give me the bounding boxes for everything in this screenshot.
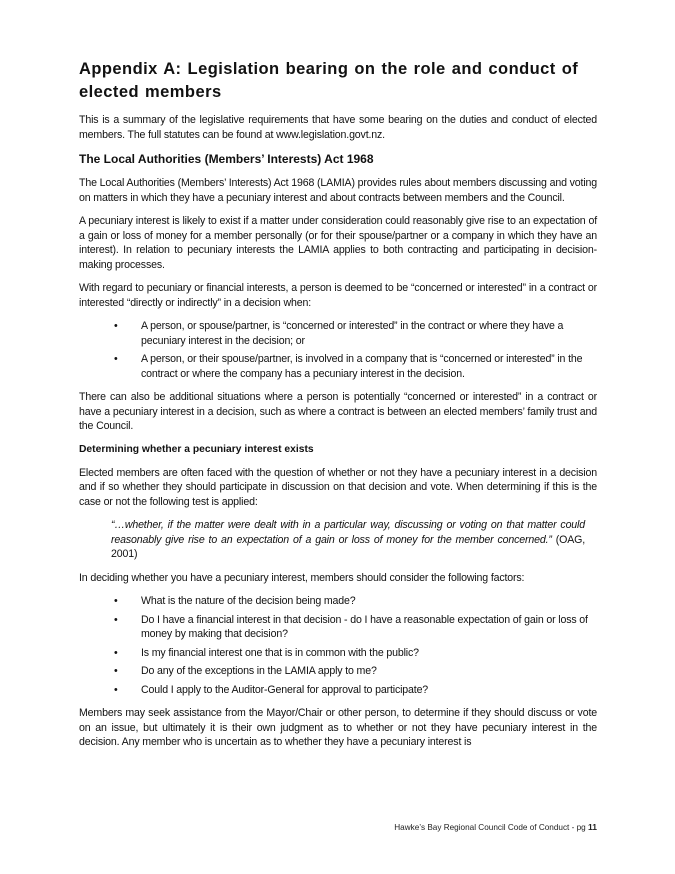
list-item-text: Could I apply to the Auditor-General for approval to participate? — [141, 683, 429, 696]
list-item — [114, 594, 597, 609]
pecuniary-paragraph-3: Members may seek assistance from the Mayor/Chair or other person, to determine if they should discuss or vote on an issue, but ultimately it is their own judgment as to whether or not they have pecuniary interest in the decision. Any member who is uncertain as to whether they have a pecuniary interest is — [79, 707, 597, 748]
list-item — [114, 683, 597, 698]
list-item-text: A person, or spouse/partner, is “concerned or interested” in the contract or where they have a pecuniary interest in the decision; or — [141, 320, 564, 347]
list-item — [114, 646, 597, 661]
lamia-paragraph-2: A pecuniary interest is likely to exist if a matter under consideration could reasonably give rise to an expectation of a gain or loss of money for a member personally (or for their spouse/partner or a company in which they have an interest). In relation to pecuniary interests the LAMIA applies to both contracting and participating in decision-making processes. — [79, 215, 597, 271]
list-item — [114, 664, 597, 679]
lamia-paragraph-4: There can also be additional situations where a person is potentially “concerned or interested” in a contract or have a pecuniary interest in a decision, such as where a contract is between an elected members’ family trust and the Council. — [79, 391, 597, 432]
section-heading-pecuniary: Determining whether a pecuniary interest exists — [79, 443, 314, 455]
factors-list — [79, 594, 597, 697]
list-item-text: Do any of the exceptions in the LAMIA apply to me? — [141, 665, 377, 677]
list-item-text: A person, or their spouse/partner, is involved in a company that is “concerned or interested” in the contract or where the company has a pecuniary interest in the decision. — [141, 353, 583, 380]
quote-text: “…whether, if the matter were dealt with in a particular way, discussing or voting on that matter could reasonably give rise to an expectation of a gain or loss of money for the member concerned.” — [111, 519, 585, 546]
footer-text: Hawke’s Bay Regional Council Code of Conduct - pg — [394, 823, 588, 832]
bullet-icon: • — [114, 595, 118, 607]
bullet-icon: • — [114, 646, 118, 659]
list-item — [114, 319, 597, 348]
intro-paragraph: This is a summary of the legislative requirements that have some bearing on the duties and conduct of elected members. The full statutes can be found at www.legislation.govt.nz. — [79, 114, 597, 141]
bullet-icon: • — [114, 665, 118, 677]
page-footer — [394, 822, 597, 833]
list-item-text: What is the nature of the decision being made? — [141, 595, 356, 607]
list-item — [114, 613, 597, 642]
list-item — [114, 352, 597, 381]
bullet-icon: • — [114, 613, 118, 626]
page-title: Appendix A: Legislation bearing on the role and conduct of elected members — [79, 60, 579, 101]
pecuniary-paragraph-1: Elected members are often faced with the question of whether or not they have a pecuniary interest in a decision and if so whether they should participate in discussion on that decision and vote. When determining if this is the case or not the following test is applied: — [79, 466, 597, 508]
quote-citation: (OAG, 2001) — [111, 533, 586, 560]
list-item-text: Do I have a financial interest in that decision - do I have a reasonable expectation of gain or loss of money by making that decision? — [141, 613, 588, 640]
bullet-icon: • — [114, 353, 118, 365]
lamia-paragraph-3: With regard to pecuniary or financial interests, a person is deemed to be “concerned or interested” in a contract or interested “directly or indirectly” in a decision when: — [79, 282, 597, 309]
interest-conditions-list — [79, 319, 597, 381]
section-heading-lamia: The Local Authorities (Members’ Interests) Act 1968 — [79, 152, 374, 166]
page-content — [79, 58, 597, 759]
pecuniary-paragraph-2: In deciding whether you have a pecuniary interest, members should consider the following factors: — [79, 571, 525, 584]
lamia-paragraph-1: The Local Authorities (Members’ Interests) Act 1968 (LAMIA) provides rules about members discussing and voting on matters in which they have a pecuniary interest and about contracts between members and the Council. — [79, 177, 597, 204]
bullet-icon: • — [114, 320, 118, 332]
bullet-icon: • — [114, 683, 118, 696]
oag-quote — [111, 518, 585, 562]
page-number: 11 — [588, 822, 597, 832]
list-item-text: Is my financial interest one that is in common with the public? — [141, 646, 419, 659]
